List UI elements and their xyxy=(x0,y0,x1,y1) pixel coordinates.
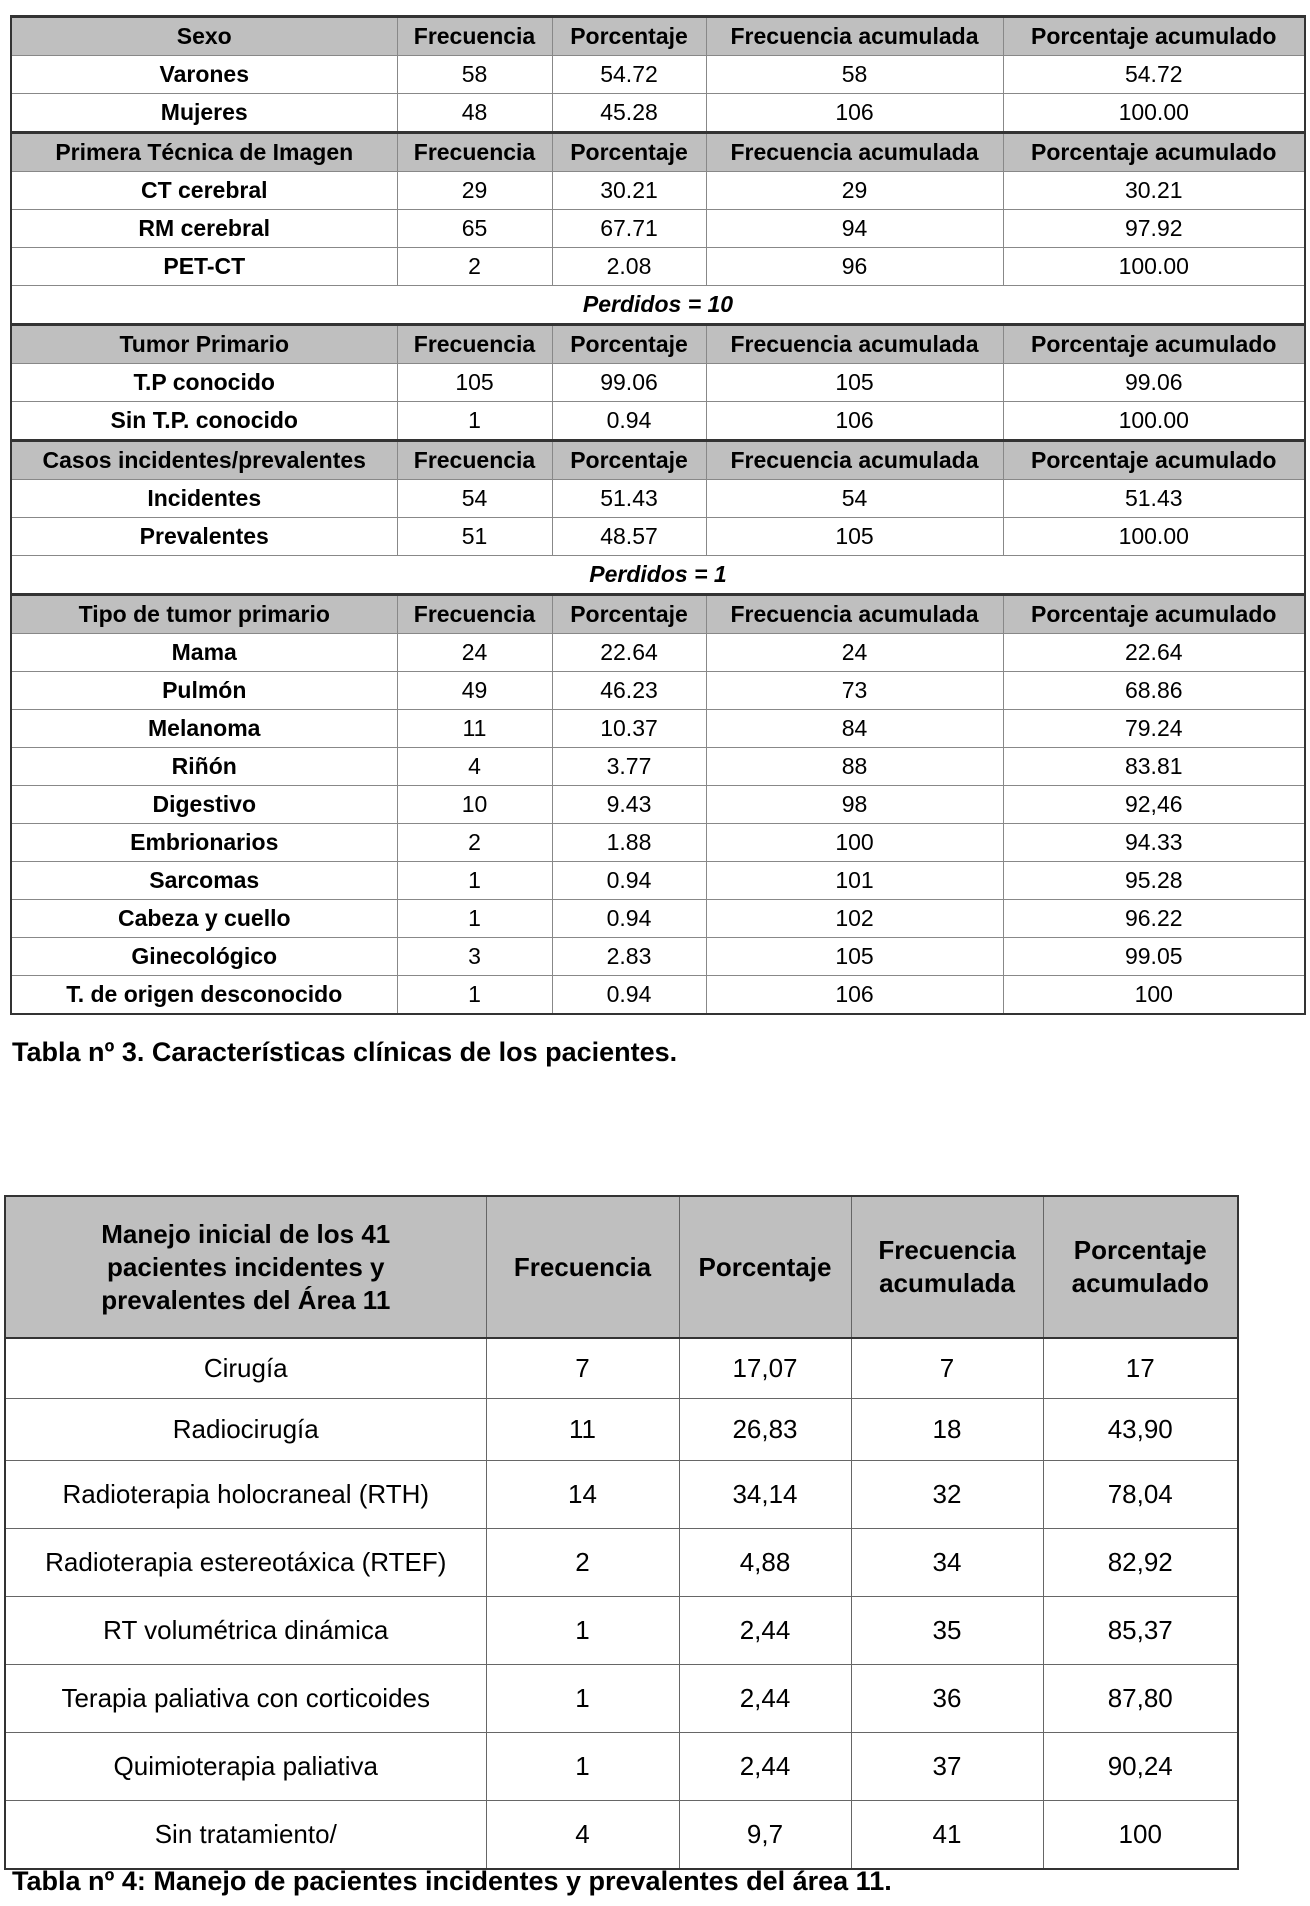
table4-caption: Tabla nº 4: Manejo de pacientes incidentes y prevalentes del área 11. xyxy=(12,1866,892,1896)
table-row xyxy=(11,172,1305,210)
column-header: Frecuencia acumulada xyxy=(706,133,1003,172)
row-value: 1 xyxy=(397,402,552,441)
table-row xyxy=(11,710,1305,748)
row-value: 24 xyxy=(706,634,1003,672)
table-row xyxy=(11,56,1305,94)
management-table xyxy=(4,1195,1239,1870)
row-value: 106 xyxy=(706,94,1003,133)
row-value: 99.05 xyxy=(1003,938,1305,976)
table-row xyxy=(5,1597,1238,1665)
column-header: Porcentaje acumulado xyxy=(1043,1196,1238,1338)
row-value: 96 xyxy=(706,248,1003,286)
section-title: Sexo xyxy=(11,17,397,56)
table-row xyxy=(11,976,1305,1015)
table-row xyxy=(11,518,1305,556)
section-title: Primera Técnica de Imagen xyxy=(11,133,397,172)
row-value: 0.94 xyxy=(552,976,706,1015)
column-header: Porcentaje acumulado xyxy=(1003,133,1305,172)
row-value: 102 xyxy=(706,900,1003,938)
row-value: 83.81 xyxy=(1003,748,1305,786)
header-row xyxy=(5,1196,1238,1338)
row-label: Sarcomas xyxy=(11,862,397,900)
row-value: 0.94 xyxy=(552,900,706,938)
row-value: 1.88 xyxy=(552,824,706,862)
row-value: 96.22 xyxy=(1003,900,1305,938)
column-header: Frecuencia acumulada xyxy=(706,325,1003,364)
table-row xyxy=(11,94,1305,133)
section-title: Casos incidentes/prevalentes xyxy=(11,441,397,480)
row-value: 58 xyxy=(706,56,1003,94)
table-row xyxy=(5,1801,1238,1870)
row-label: T.P conocido xyxy=(11,364,397,402)
table-row xyxy=(5,1461,1238,1529)
row-value: 88 xyxy=(706,748,1003,786)
row-value: 36 xyxy=(851,1665,1043,1733)
table-row xyxy=(5,1338,1238,1399)
row-value: 2 xyxy=(397,824,552,862)
row-value: 26,83 xyxy=(679,1399,851,1461)
row-value: 65 xyxy=(397,210,552,248)
table-row xyxy=(11,672,1305,710)
row-value: 54 xyxy=(397,480,552,518)
row-label: CT cerebral xyxy=(11,172,397,210)
row-value: 58 xyxy=(397,56,552,94)
column-header: Porcentaje acumulado xyxy=(1003,325,1305,364)
row-value: 10.37 xyxy=(552,710,706,748)
row-label: Sin tratamiento/ xyxy=(5,1801,486,1870)
row-value: 97.92 xyxy=(1003,210,1305,248)
row-value: 14 xyxy=(486,1461,679,1529)
row-value: 1 xyxy=(486,1597,679,1665)
column-header: Porcentaje acumulado xyxy=(1003,595,1305,634)
column-header: Porcentaje acumulado xyxy=(1003,441,1305,480)
row-label: Cirugía xyxy=(5,1338,486,1399)
section-header-row xyxy=(11,441,1305,480)
row-value: 94 xyxy=(706,210,1003,248)
row-value: 94.33 xyxy=(1003,824,1305,862)
row-value: 11 xyxy=(486,1399,679,1461)
table-row xyxy=(11,634,1305,672)
column-header: Porcentaje xyxy=(552,133,706,172)
row-value: 24 xyxy=(397,634,552,672)
row-value: 18 xyxy=(851,1399,1043,1461)
table-row xyxy=(11,480,1305,518)
row-value: 37 xyxy=(851,1733,1043,1801)
row-value: 3 xyxy=(397,938,552,976)
row-label: Embrionarios xyxy=(11,824,397,862)
row-value: 9.43 xyxy=(552,786,706,824)
row-value: 32 xyxy=(851,1461,1043,1529)
row-value: 2,44 xyxy=(679,1665,851,1733)
section-title: Tipo de tumor primario xyxy=(11,595,397,634)
column-header: Frecuencia xyxy=(486,1196,679,1338)
table-row xyxy=(5,1529,1238,1597)
table-row xyxy=(5,1665,1238,1733)
row-label: Melanoma xyxy=(11,710,397,748)
row-label: Radioterapia holocraneal (RTH) xyxy=(5,1461,486,1529)
column-header: Porcentaje xyxy=(679,1196,851,1338)
row-value: 3.77 xyxy=(552,748,706,786)
row-label: Sin T.P. conocido xyxy=(11,402,397,441)
table-row xyxy=(11,862,1305,900)
row-value: 73 xyxy=(706,672,1003,710)
row-value: 0.94 xyxy=(552,862,706,900)
row-value: 67.71 xyxy=(552,210,706,248)
table-row xyxy=(5,1733,1238,1801)
table-row xyxy=(11,402,1305,441)
row-label: Pulmón xyxy=(11,672,397,710)
row-value: 41 xyxy=(851,1801,1043,1870)
row-value: 84 xyxy=(706,710,1003,748)
row-value: 100 xyxy=(1043,1801,1238,1870)
row-value: 101 xyxy=(706,862,1003,900)
column-header: Porcentaje xyxy=(552,595,706,634)
row-value: 105 xyxy=(397,364,552,402)
row-value: 46.23 xyxy=(552,672,706,710)
row-value: 106 xyxy=(706,402,1003,441)
row-value: 7 xyxy=(851,1338,1043,1399)
column-header: Manejo inicial de los 41 pacientes incidentes y prevalentes del Área 11 xyxy=(5,1196,486,1338)
row-value: 98 xyxy=(706,786,1003,824)
row-value: 43,90 xyxy=(1043,1399,1238,1461)
section-title: Tumor Primario xyxy=(11,325,397,364)
row-label: Digestivo xyxy=(11,786,397,824)
row-label: Mama xyxy=(11,634,397,672)
row-value: 2 xyxy=(397,248,552,286)
row-value: 100.00 xyxy=(1003,94,1305,133)
row-value: 2,44 xyxy=(679,1733,851,1801)
section-header-row xyxy=(11,325,1305,364)
row-label: Cabeza y cuello xyxy=(11,900,397,938)
row-value: 82,92 xyxy=(1043,1529,1238,1597)
row-value: 7 xyxy=(486,1338,679,1399)
table-row xyxy=(11,210,1305,248)
row-label: RT volumétrica dinámica xyxy=(5,1597,486,1665)
row-value: 17 xyxy=(1043,1338,1238,1399)
table-row xyxy=(11,938,1305,976)
row-value: 79.24 xyxy=(1003,710,1305,748)
row-value: 1 xyxy=(397,976,552,1015)
row-value: 10 xyxy=(397,786,552,824)
row-value: 54.72 xyxy=(552,56,706,94)
row-value: 48 xyxy=(397,94,552,133)
row-value: 9,7 xyxy=(679,1801,851,1870)
section-header-row xyxy=(11,595,1305,634)
table-row xyxy=(5,1399,1238,1461)
row-value: 11 xyxy=(397,710,552,748)
row-value: 95.28 xyxy=(1003,862,1305,900)
row-value: 2,44 xyxy=(679,1597,851,1665)
row-value: 90,24 xyxy=(1043,1733,1238,1801)
row-label: RM cerebral xyxy=(11,210,397,248)
row-value: 1 xyxy=(486,1665,679,1733)
column-header: Frecuencia acumulada xyxy=(706,441,1003,480)
row-value: 29 xyxy=(706,172,1003,210)
column-header: Frecuencia acumulada xyxy=(706,595,1003,634)
row-value: 45.28 xyxy=(552,94,706,133)
row-value: 87,80 xyxy=(1043,1665,1238,1733)
row-label: PET-CT xyxy=(11,248,397,286)
row-value: 105 xyxy=(706,518,1003,556)
row-value: 92,46 xyxy=(1003,786,1305,824)
row-value: 68.86 xyxy=(1003,672,1305,710)
row-value: 100.00 xyxy=(1003,518,1305,556)
row-value: 0.94 xyxy=(552,402,706,441)
column-header: Porcentaje acumulado xyxy=(1003,17,1305,56)
row-value: 51.43 xyxy=(552,480,706,518)
row-value: 30.21 xyxy=(552,172,706,210)
row-value: 2 xyxy=(486,1529,679,1597)
row-label: Riñón xyxy=(11,748,397,786)
column-header: Frecuencia xyxy=(397,325,552,364)
row-value: 85,37 xyxy=(1043,1597,1238,1665)
row-label: Terapia paliativa con corticoides xyxy=(5,1665,486,1733)
row-value: 17,07 xyxy=(679,1338,851,1399)
table-row xyxy=(11,364,1305,402)
row-value: 35 xyxy=(851,1597,1043,1665)
row-value: 51 xyxy=(397,518,552,556)
column-header: Porcentaje xyxy=(552,441,706,480)
table3-caption: Tabla nº 3. Características clínicas de los pacientes. xyxy=(12,1037,678,1067)
row-value: 99.06 xyxy=(1003,364,1305,402)
row-label: Incidentes xyxy=(11,480,397,518)
missing-row xyxy=(11,556,1305,595)
row-value: 34,14 xyxy=(679,1461,851,1529)
row-value: 1 xyxy=(397,900,552,938)
column-header: Porcentaje xyxy=(552,17,706,56)
row-value: 4,88 xyxy=(679,1529,851,1597)
row-value: 22.64 xyxy=(1003,634,1305,672)
row-value: 51.43 xyxy=(1003,480,1305,518)
row-value: 100.00 xyxy=(1003,248,1305,286)
table-row xyxy=(11,900,1305,938)
row-label: Mujeres xyxy=(11,94,397,133)
row-value: 54 xyxy=(706,480,1003,518)
section-header-row xyxy=(11,17,1305,56)
column-header: Frecuencia xyxy=(397,595,552,634)
row-value: 4 xyxy=(486,1801,679,1870)
row-value: 100 xyxy=(1003,976,1305,1015)
row-value: 29 xyxy=(397,172,552,210)
row-label: T. de origen desconocido xyxy=(11,976,397,1015)
clinical-characteristics-table xyxy=(10,15,1306,1015)
column-header: Frecuencia acumulada xyxy=(706,17,1003,56)
missing-row xyxy=(11,286,1305,325)
column-header: Frecuencia xyxy=(397,441,552,480)
table-row xyxy=(11,748,1305,786)
row-value: 2.08 xyxy=(552,248,706,286)
row-value: 30.21 xyxy=(1003,172,1305,210)
row-value: 22.64 xyxy=(552,634,706,672)
row-label: Varones xyxy=(11,56,397,94)
missing-count: Perdidos = 1 xyxy=(11,556,1305,595)
missing-count: Perdidos = 10 xyxy=(11,286,1305,325)
row-value: 48.57 xyxy=(552,518,706,556)
row-value: 106 xyxy=(706,976,1003,1015)
table-row xyxy=(11,786,1305,824)
row-label: Radioterapia estereotáxica (RTEF) xyxy=(5,1529,486,1597)
row-label: Prevalentes xyxy=(11,518,397,556)
row-label: Quimioterapia paliativa xyxy=(5,1733,486,1801)
column-header: Frecuencia acumulada xyxy=(851,1196,1043,1338)
table-row xyxy=(11,248,1305,286)
table-row xyxy=(11,824,1305,862)
row-value: 78,04 xyxy=(1043,1461,1238,1529)
row-value: 105 xyxy=(706,364,1003,402)
row-value: 99.06 xyxy=(552,364,706,402)
row-label: Ginecológico xyxy=(11,938,397,976)
row-value: 4 xyxy=(397,748,552,786)
row-value: 2.83 xyxy=(552,938,706,976)
section-header-row xyxy=(11,133,1305,172)
row-value: 54.72 xyxy=(1003,56,1305,94)
column-header: Frecuencia xyxy=(397,133,552,172)
row-value: 100 xyxy=(706,824,1003,862)
column-header: Frecuencia xyxy=(397,17,552,56)
row-value: 105 xyxy=(706,938,1003,976)
row-value: 100.00 xyxy=(1003,402,1305,441)
row-label: Radiocirugía xyxy=(5,1399,486,1461)
row-value: 49 xyxy=(397,672,552,710)
row-value: 1 xyxy=(486,1733,679,1801)
row-value: 34 xyxy=(851,1529,1043,1597)
column-header: Porcentaje xyxy=(552,325,706,364)
row-value: 1 xyxy=(397,862,552,900)
